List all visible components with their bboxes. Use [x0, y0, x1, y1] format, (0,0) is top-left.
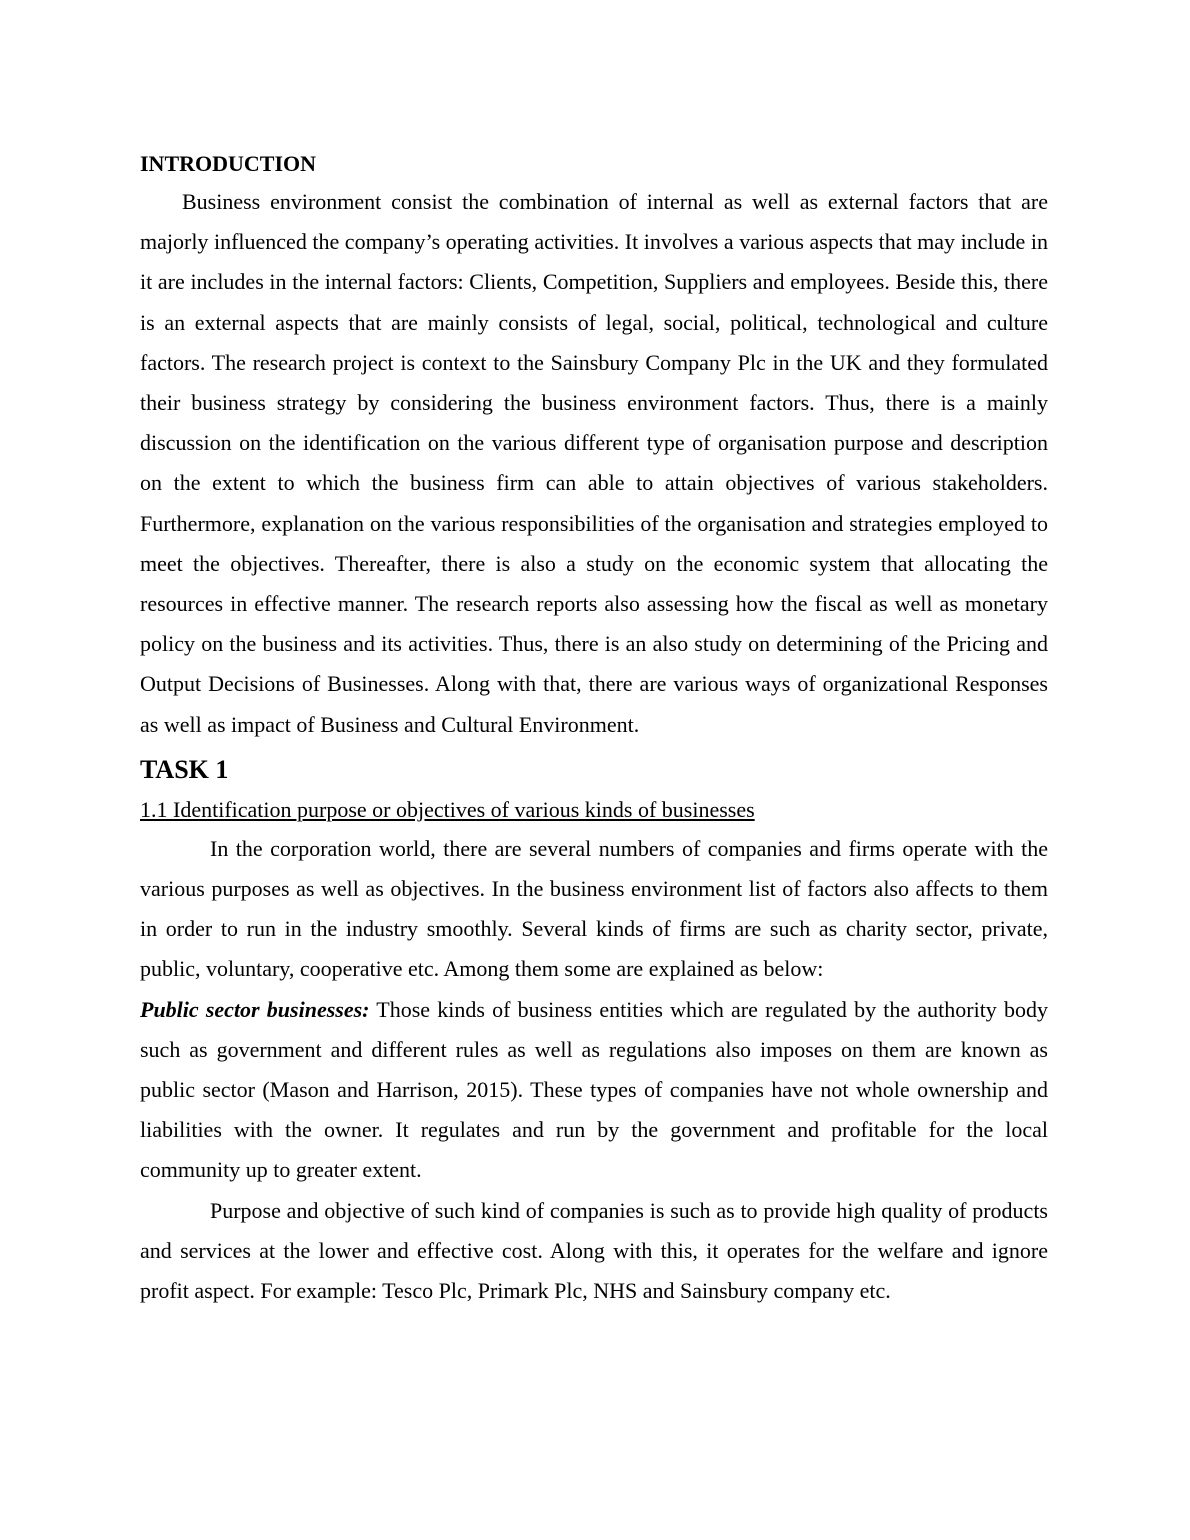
public-sector-label: Public sector businesses:: [140, 996, 370, 1022]
purpose-objective-paragraph: Purpose and objective of such kind of companies is such as to provide high quality of products and services at the lower and effective cost. Along with this, it operates for the welfare and ignore profit aspect. For example: Tesco Plc, Primark Plc, NHS and Sainsbury company etc.: [140, 1197, 1048, 1304]
public-sector-paragraph: [140, 990, 1048, 1191]
document-page: [140, 148, 1048, 1311]
task-1-heading: TASK 1: [140, 754, 229, 784]
introduction-paragraph: Business environment consist the combination of internal as well as external factors that are majorly influenced the company’s operating activities. It involves a various aspects that may include in it are includes in the internal factors: Clients, Competition, Suppliers and employees. Beside this, there is an external aspects that are mainly consists of legal, social, political, technological and culture factors. The research project is context to the Sainsbury Company Plc in the UK and they formulated their business strategy by considering the business environment factors. Thus, there is a mainly discussion on the identification on the various different type of organisation purpose and description on the extent to which the business firm can able to attain objectives of various stakeholders. Furthermore, explanation on the various responsibilities of the organisation and strategies employed to meet the objectives. Thereafter, there is also a study on the economic system that allocating the resources in effective manner. The research reports also assessing how the fiscal as well as monetary policy on the business and its activities. Thus, there is an also study on determining of the Pricing and Output Decisions of Businesses. Along with that, there are various ways of organizational Responses as well as impact of Business and Cultural Environment.: [140, 189, 1048, 737]
section-1-1-heading: 1.1 Identification purpose or objectives of various kinds of businesses: [140, 796, 755, 822]
introduction-heading: INTRODUCTION: [140, 151, 317, 176]
public-sector-text: Those kinds of business entities which are regulated by the authority body such as government and different rules as well as regulations also imposes on them are known as public sector (Mason and Harrison, 2015). These types of companies have not whole ownership and liabilities with the owner. It regulates and run by the government and profitable for the local community up to greater extent.: [140, 996, 1048, 1183]
corporation-world-paragraph: In the corporation world, there are several numbers of companies and firms operate with the various purposes as well as objectives. In the business environment list of factors also affects to them in order to run in the industry smoothly. Several kinds of firms are such as charity sector, private, public, voluntary, cooperative etc. Among them some are explained as below:: [140, 835, 1048, 982]
